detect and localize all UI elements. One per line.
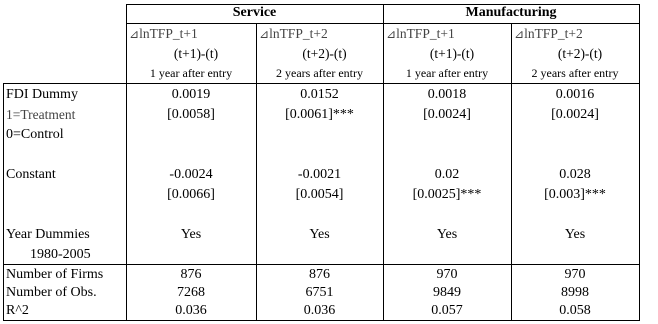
r2-3: 0.057 xyxy=(431,303,463,318)
delta-icon: ⊿ xyxy=(129,27,140,41)
row-label-year-dummies: Year Dummies xyxy=(6,227,90,242)
col3-diff: (t+1)-(t) xyxy=(429,46,475,61)
row-label-fdi: FDI Dummy xyxy=(6,87,78,102)
col1-diff: (t+1)-(t) xyxy=(173,46,219,61)
firms-4: 970 xyxy=(564,267,586,282)
fdi-coef-3: 0.0018 xyxy=(427,87,467,102)
col1-note: 1 year after entry xyxy=(149,66,233,80)
year-dummies-4: Yes xyxy=(564,227,586,242)
row-label-firms: Number of Firms xyxy=(6,267,104,282)
constant-coef-2: -0.0021 xyxy=(297,167,342,182)
r2-1: 0.036 xyxy=(175,303,207,318)
constant-se-2: [0.0054] xyxy=(295,187,344,202)
r2-4: 0.058 xyxy=(559,303,591,318)
row-sublabel-control: 0=Control xyxy=(6,127,64,142)
firms-2: 876 xyxy=(309,267,330,282)
col3-var: ⊿lnTFP_t+1 xyxy=(386,26,455,41)
col4-diff: (t+2)-(t) xyxy=(557,46,603,61)
group-header-manufacturing: Manufacturing xyxy=(465,5,557,20)
row-sublabel-treatment: 1=Treatment xyxy=(6,107,76,122)
col4-note: 2 years after entry xyxy=(531,66,619,80)
constant-coef-1: -0.0024 xyxy=(169,167,213,182)
constant-coef-3: 0.02 xyxy=(434,167,460,182)
row-sublabel-years: 1980-2005 xyxy=(30,247,91,262)
row-label-constant: Constant xyxy=(6,167,56,182)
year-dummies-2: Yes xyxy=(309,227,330,242)
left-border xyxy=(3,83,4,321)
col2-note: 2 years after entry xyxy=(276,66,363,80)
col1-var: ⊿lnTFP_t+1 xyxy=(129,26,198,41)
delta-icon: ⊿ xyxy=(386,27,397,41)
bottom-border xyxy=(3,320,639,321)
col3-note: 1 year after entry xyxy=(405,66,489,80)
col2-diff: (t+2)-(t) xyxy=(302,46,347,61)
delta-icon: ⊿ xyxy=(259,27,270,41)
col2-var: ⊿lnTFP_t+2 xyxy=(259,26,328,41)
firms-1: 876 xyxy=(180,267,202,282)
col4-var: ⊿lnTFP_t+2 xyxy=(514,26,583,41)
obs-2: 6751 xyxy=(305,285,334,300)
stats-separator-rule xyxy=(3,264,639,265)
obs-3: 9849 xyxy=(433,285,461,300)
group-header-service: Service xyxy=(232,5,277,20)
fdi-coef-2: 0.0152 xyxy=(300,87,339,102)
row-label-r2: R^2 xyxy=(6,303,29,318)
firms-3: 970 xyxy=(436,267,458,282)
constant-se-4: [0.003]*** xyxy=(544,187,606,202)
fdi-se-2: [0.0061]*** xyxy=(285,107,354,122)
fdi-coef-1: 0.0019 xyxy=(171,87,211,102)
year-dummies-1: Yes xyxy=(180,227,202,242)
row-label-obs: Number of Obs. xyxy=(6,285,97,300)
obs-4: 8998 xyxy=(561,285,589,300)
fdi-se-4: [0.0024] xyxy=(551,107,599,122)
fdi-coef-4: 0.0016 xyxy=(555,87,595,102)
constant-coef-4: 0.028 xyxy=(559,167,591,182)
constant-se-3: [0.0025]*** xyxy=(412,187,482,202)
r2-2: 0.036 xyxy=(303,303,336,318)
obs-1: 7268 xyxy=(177,285,205,300)
header-bottom-rule xyxy=(3,83,639,84)
fdi-se-1: [0.0058] xyxy=(167,107,215,122)
constant-se-1: [0.0066] xyxy=(167,187,215,202)
right-border xyxy=(639,4,640,321)
year-dummies-3: Yes xyxy=(436,227,458,242)
fdi-se-3: [0.0024] xyxy=(423,107,471,122)
delta-icon: ⊿ xyxy=(514,27,525,41)
